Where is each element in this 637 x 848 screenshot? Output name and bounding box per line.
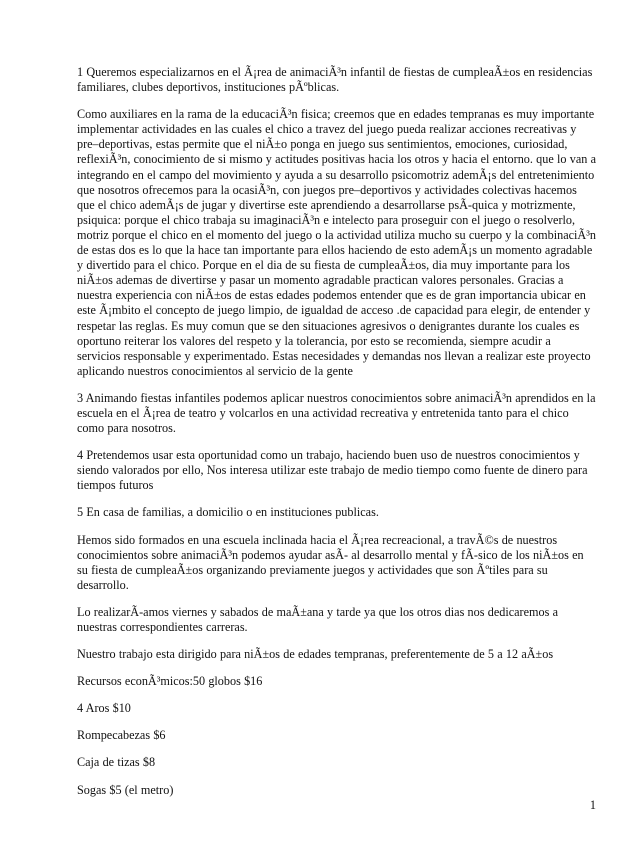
paragraph-training: Hemos sido formados en una escuela inclinada hacia el Ã¡rea recreacional, a travÃ©s de nuestros conocimientos sobre animaciÃ³n podemos ayudar asÃ- al desarrollo mental y fÃ-sico de los niÃ±os en su fiesta de cumpleaÃ±os organizando previamente juegos y actividades que son Ãºtiles para su desarrollo. [77, 532, 584, 592]
resource-item: Rompecabezas $6 [77, 728, 166, 743]
paragraph-audience: Nuestro trabajo esta dirigido para niÃ±os de edades tempranas, preferentemente de 5 a 12 aÃ±os [77, 647, 554, 662]
resource-item: Caja de tizas $8 [77, 755, 156, 770]
paragraph-purpose: 4 Pretendemos usar esta oportunidad como un trabajo, haciendo buen uso de nuestros conocimientos y siendo valorados por ello, Nos interesa utilizar este trabajo de medio tiempo como fuente de dinero para tiempos futuros [77, 448, 588, 493]
resource-item: 4 Aros $10 [77, 701, 131, 716]
paragraph-location: 5 En casa de familias, a domicilio o en instituciones publicas. [77, 505, 379, 520]
page-number: 1 [589, 798, 596, 812]
paragraph-justification: Como auxiliares en la rama de la educaciÃ³n fisica; creemos que en edades tempranas es muy importante implementar actividades en las cuales el chico a travez del juego pueda realizar acciones recreativas y pre–deportivas, estas permite que el niÃ±o ponga en juego sus sentimientos, emociones, curiosidad, reflexiÃ³n, conocimiento de si mismo y actitudes positivas hacia los otros y hacia el entorno. que lo van a integrando en el campo del movimiento y ayuda a su desarrollo psicomotriz ademÃ¡s del entretenimiento que nosotros ofrecemos para la ocasiÃ³n, con juegos pre–deportivos y actividades colectivas hacemos que el chico ademÃ¡s de jugar y divertirse este aprendiendo a desarrollarse psÃ-quica y motrizmente, psiquica: porque el chico trabaja su imaginaciÃ³n e intelecto para proseguir con el juego o resolverlo, motriz porque el chico en el momento del juego o la actividad utiliza mucho su cuerpo y la combinaciÃ³n de estas dos es lo que la hace tan importante para ellos haciendo de esto ademÃ¡s un momento agradable y divertido para el chico. Porque en el dia de su fiesta de cumpleaÃ±os, dia muy importante para los niÃ±os ademas de divertirse y pasar un momento agradable practican valores personales. Gracias a nuestra experiencia con niÃ±os de estas edades podemos entender que es de gran importancia ubicar en este Ã¡mbito el concepto de juego limpio, de igualdad de acceso .de capacidad para elegir, de entender y respetar las reglas. Es muy comun que se den situaciones agresivos o denigrantes durante los cuales es oportuno reiterar los valores del respeto y la tolerancia, por esto se recomienda, siempre acudir a servicios responsable y experimentado. Estas necesidades y demandas nos llevan a realizar este proyecto aplicando nuestros conocimientos al servicio de la gente [77, 107, 596, 378]
paragraph-animation: 3 Animando fiestas infantiles podemos aplicar nuestros conocimientos sobre animaciÃ³n aprendidos en la escuela en el Ã¡rea de teatro y volcarlos en una actividad recreativa y entretenida tanto para el chico como para nosotros. [77, 390, 596, 436]
paragraph-objective: 1 Queremos especializarnos en el Ã¡rea de animaciÃ³n infantil de fiestas de cumpleaÃ±os en residencias familiares, clubes deportivos, instituciones pÃºblicas. [77, 65, 593, 95]
paragraph-schedule: Lo realizarÃ-amos viernes y sabados de maÃ±ana y tarde ya que los otros dias nos dedicaremos a nuestras correspondientes carreras. [77, 604, 558, 634]
resource-item: Sogas $5 (el metro) [77, 782, 174, 797]
resource-item: Recursos econÃ³micos:50 globos $16 [77, 674, 263, 689]
